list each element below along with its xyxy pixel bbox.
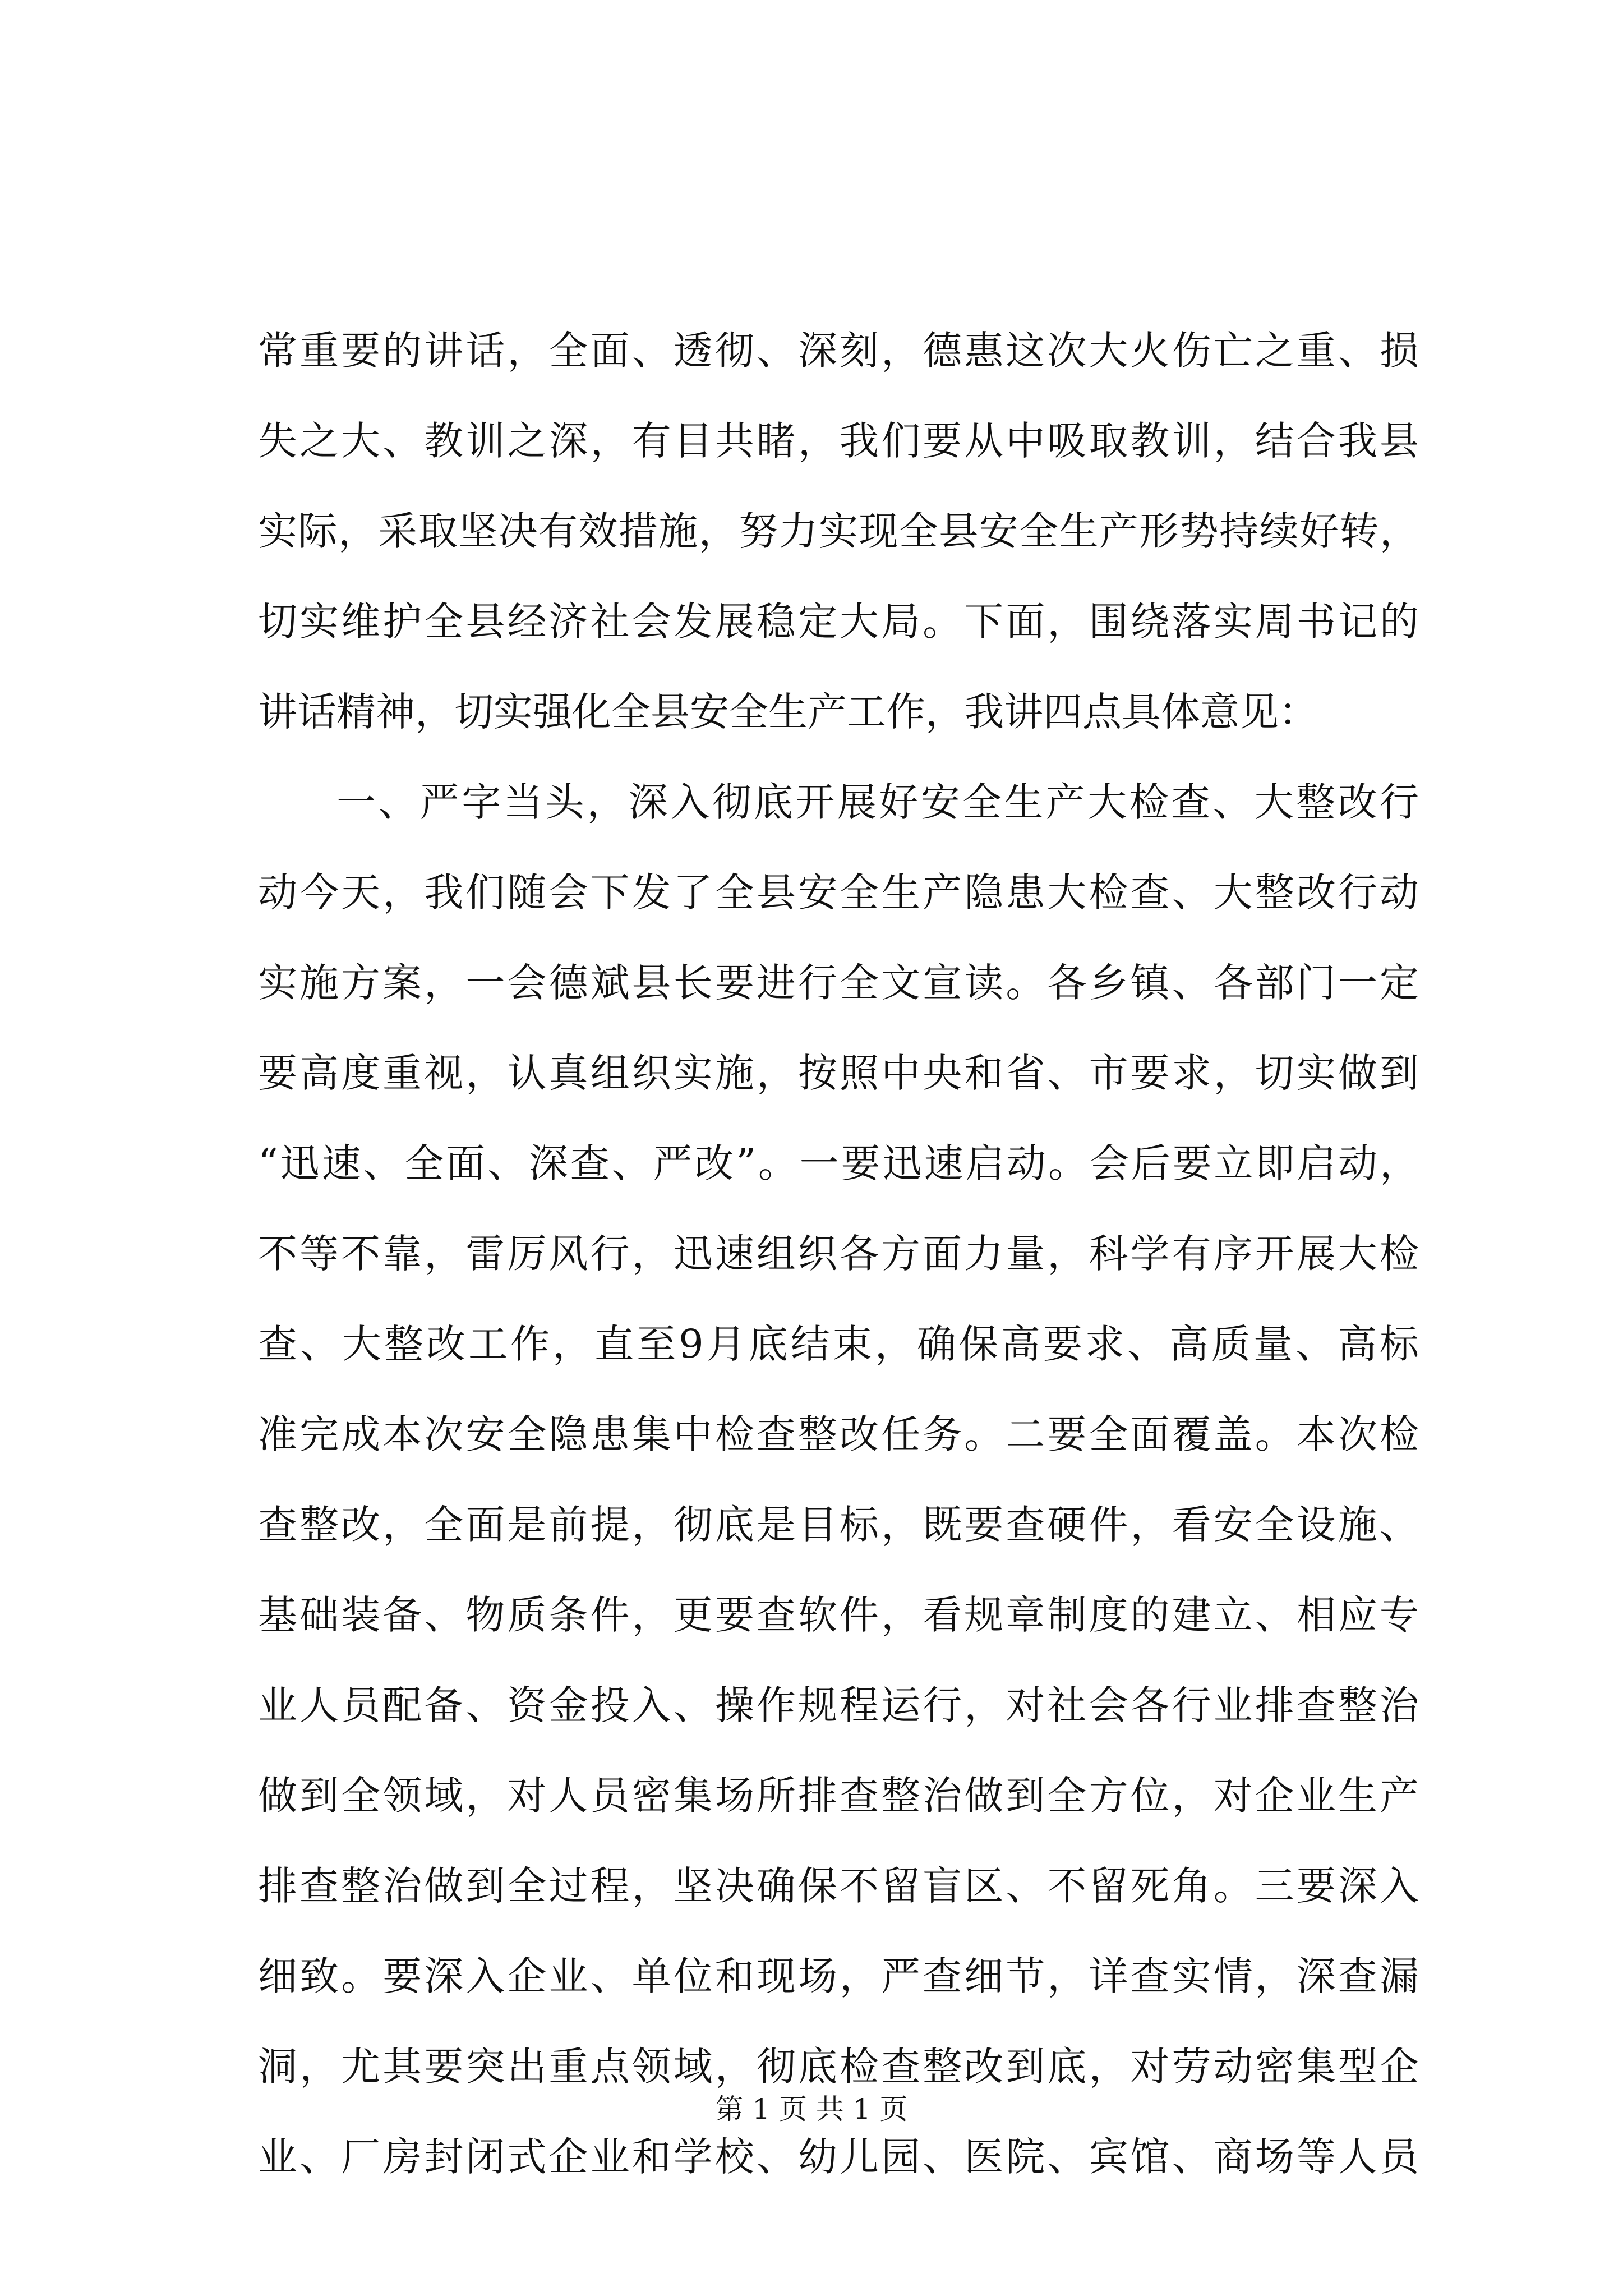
text-line: 排查整治做到全过程，坚决确保不留盲区、不留死角。三要深入 [258, 1863, 1419, 1909]
document-body [258, 306, 1419, 2202]
text-line: 讲话精神，切实强化全县安全生产工作，我讲四点具体意见： [258, 689, 1318, 735]
text-line: 不等不靠，雷厉风行，迅速组织各方面力量，科学有序开展大检 [258, 1231, 1419, 1277]
text-line: 常重要的讲话，全面、透彻、深刻，德惠这次大火伤亡之重、损 [258, 328, 1419, 374]
text-line: 洞，尤其要突出重点领域，彻底检查整改到底，对劳动密集型企 [258, 2044, 1419, 2090]
text-line: 切实维护全县经济社会发展稳定大局。下面，围绕落实周书记的 [258, 599, 1419, 645]
text-line: 查、大整改工作，直至9月底结束，确保高要求、高质量、高标 [258, 1321, 1419, 1367]
page-number-footer: 第 1 页 共 1 页 [715, 2093, 908, 2125]
text-line: 查整改，全面是前提，彻底是目标，既要查硬件，看安全设施、 [258, 1502, 1419, 1548]
text-line: 细致。要深入企业、单位和现场，严查细节，详查实情，深查漏 [258, 1953, 1419, 1999]
text-line: 失之大、教训之深，有目共睹，我们要从中吸取教训，结合我县 [258, 418, 1419, 464]
text-line: 动今天，我们随会下发了全县安全生产隐患大检查、大整改行动 [258, 869, 1419, 915]
paragraph-start-line: 一、严字当头，深入彻底开展好安全生产大检查、大整改行 [336, 779, 1419, 825]
text-line: 做到全领域，对人员密集场所排查整治做到全方位，对企业生产 [258, 1773, 1419, 1819]
text-line: 业、厂房封闭式企业和学校、幼儿园、医院、宾馆、商场等人员 [258, 2134, 1419, 2180]
text-line: “迅速、全面、深查、严改”。一要迅速启动。会后要立即启动， [258, 1140, 1419, 1186]
text-line: 实施方案，一会德斌县长要进行全文宣读。各乡镇、各部门一定 [258, 960, 1419, 1006]
text-line: 要高度重视，认真组织实施，按照中央和省、市要求，切实做到 [258, 1050, 1419, 1096]
text-line: 准完成本次安全隐患集中检查整改任务。二要全面覆盖。本次检 [258, 1411, 1419, 1457]
text-line: 基础装备、物质条件，更要查软件，看规章制度的建立、相应专 [258, 1592, 1419, 1638]
text-line: 业人员配备、资金投入、操作规程运行，对社会各行业排查整治 [258, 1682, 1419, 1728]
text-line: 实际，采取坚决有效措施，努力实现全县安全生产形势持续好转， [258, 508, 1419, 554]
